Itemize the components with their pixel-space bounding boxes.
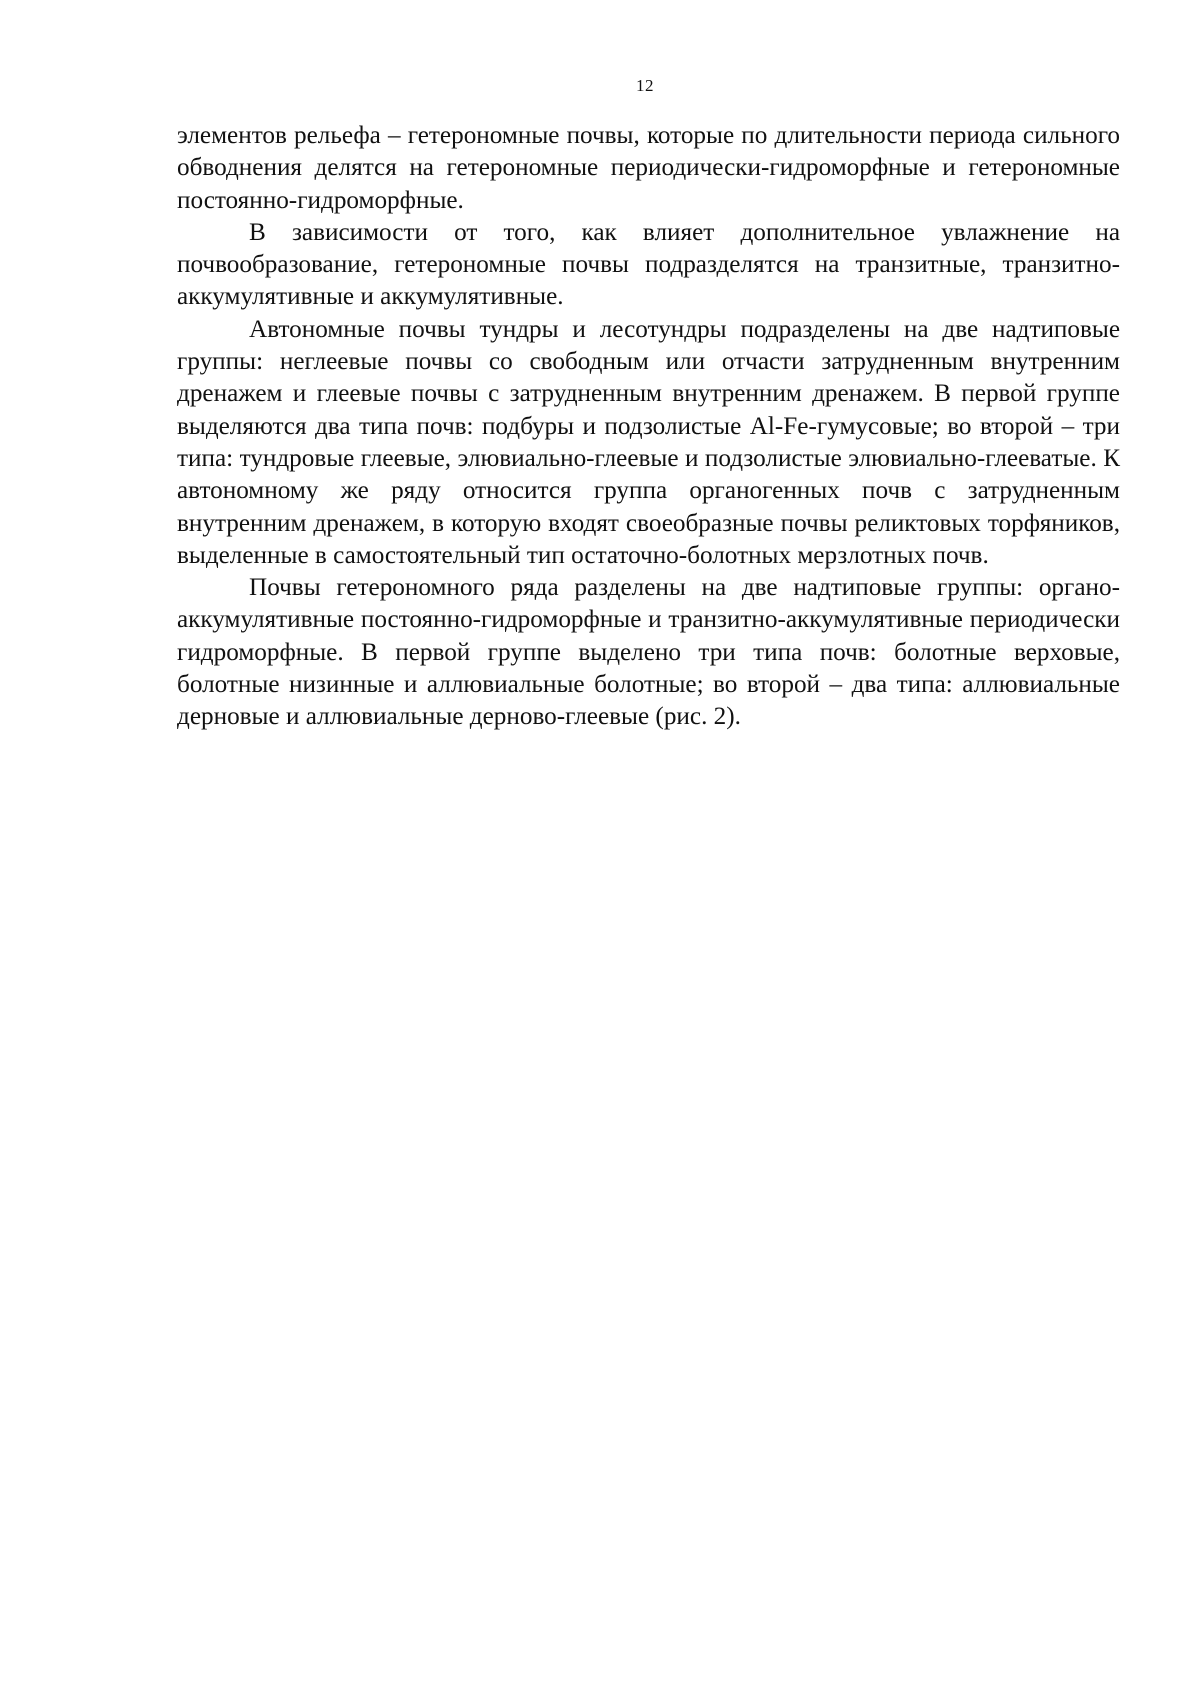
paragraph-heteronomous-moisture: В зависимости от того, как влияет дополнительное увлажнение на почвообразование, гетерономные почвы подразделятся на транзитные, транзитно-аккумулятивные и аккумулятивные. xyxy=(177,218,1120,311)
paragraph-autonomous-soils: Автономные почвы тундры и лесотундры подразделены на две надтиповые группы: неглеевые почвы со свободным или отчасти затрудненным внутренним дренажем и глеевые почвы с затрудненным внутренним дренажем. В первой группе выделяются два типа почв: подбуры и подзолистые Al-Fe-гумусовые; во второй – три типа: тундровые глеевые, элювиально-глеевые и подзолистые элювиально-глееватые. К автономному же ряду относится группа органогенных почв с затрудненным внутренним дренажем, в которую входят своеобразные почвы реликтовых торфяников, выделенные в самостоятельный тип остаточно-болотных мерзлотных почв. xyxy=(177,315,1120,569)
paragraph-heteronomous-soils: Почвы гетерономного ряда разделены на две надтиповые группы: органо-аккумулятивные постоянно-гидроморфные и транзитно-аккумулятивные периодически гидроморфные. В первой группе выделено три типа почв: болотные верховые, болотные низинные и аллювиальные болотные; во второй – два типа: аллювиальные дерновые и аллювиальные дерново-глеевые (рис. 2). xyxy=(177,574,1120,731)
text-body xyxy=(177,120,1120,734)
paragraph-continuation: элементов рельефа – гетерономные почвы, которые по длительности периода сильного обводнения делятся на гетерономные периодически-гидроморфные и гетерономные постоянно-гидроморфные. xyxy=(177,122,1120,214)
page-number: 12 xyxy=(636,76,654,95)
